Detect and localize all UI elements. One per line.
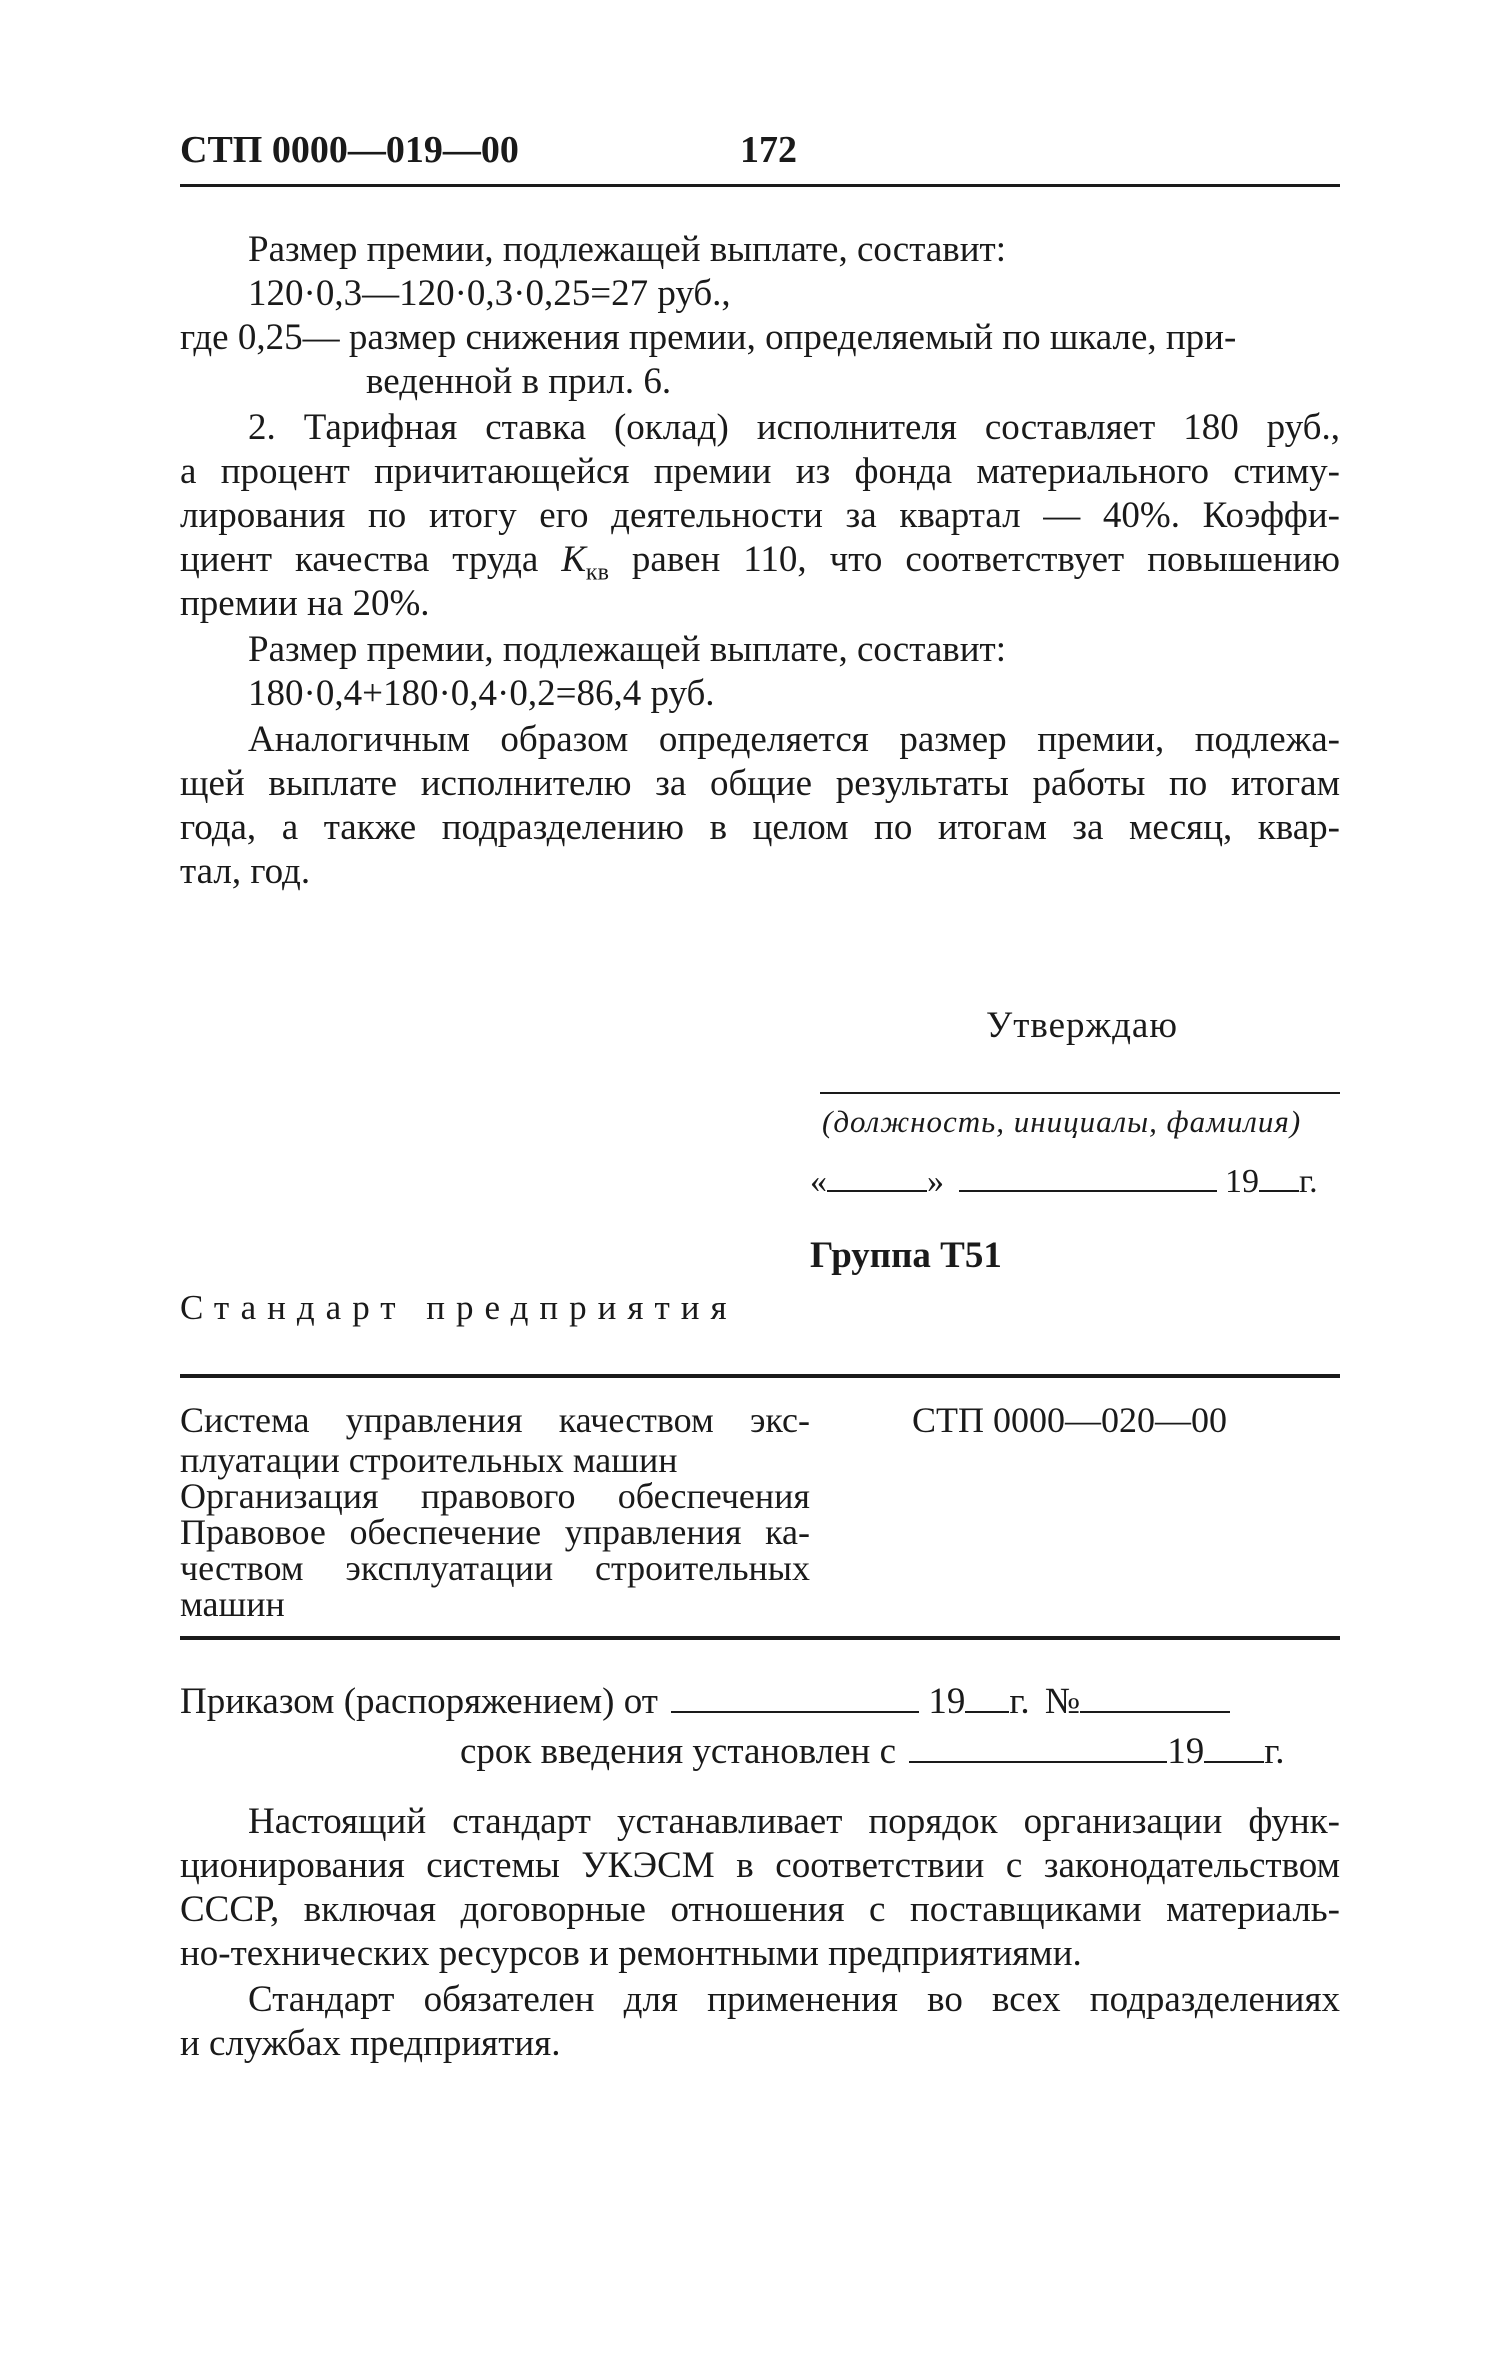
paragraph-line: щей выплате исполнителю за общие результаты работы по итогам	[180, 763, 1340, 804]
year-blank	[1259, 1166, 1299, 1192]
paragraph-line: тал, год.	[180, 851, 311, 892]
quote-close: »	[927, 1163, 944, 1200]
title-line: машин	[180, 1584, 285, 1624]
order-year-suffix: г.	[1009, 1681, 1030, 1722]
effective-label: срок введения установлен с	[460, 1731, 897, 1772]
number-sign: №	[1044, 1681, 1081, 1722]
paragraph-line: веденной в прил. 6.	[366, 361, 672, 402]
effective-year-prefix: 19	[1167, 1731, 1205, 1772]
order-number-blank	[1080, 1687, 1230, 1713]
paragraph-line: СССР, включая договорные отношения с поставщиками материаль-	[180, 1889, 1340, 1930]
title-line: плуатации строительных машин	[180, 1440, 678, 1480]
day-blank	[827, 1166, 927, 1192]
title-block-top-rule	[180, 1374, 1340, 1378]
year-prefix: 19	[1225, 1163, 1259, 1200]
formula-line: 180·0,4+180·0,4·0,2=86,4 руб.	[248, 673, 715, 714]
paragraph-line: Настоящий стандарт устанавливает порядок организации функ-	[248, 1801, 1340, 1842]
paragraph-line: лирования по итогу его деятельности за квартал — 40%. Коэффи-	[180, 495, 1340, 536]
approval-date	[810, 1160, 1318, 1204]
title-line: Организация правового обеспечения	[180, 1476, 810, 1516]
order-year-prefix: 19	[928, 1681, 966, 1722]
quote-open: «	[810, 1163, 827, 1200]
title-line: чеством эксплуатации строительных	[180, 1548, 810, 1588]
effective-date-blank	[909, 1737, 1167, 1763]
paragraph-line: и службах предприятия.	[180, 2023, 561, 2064]
approval-title: Утверждаю	[986, 1005, 1178, 1046]
text-run: циент качества труда	[180, 539, 562, 580]
order-year-blank	[965, 1687, 1009, 1713]
paragraph-line: Аналогичным образом определяется размер премии, подлежа-	[248, 719, 1340, 760]
document-code: СТП 0000—019—00	[180, 129, 519, 171]
paragraph-line: Размер премии, подлежащей выплате, составит:	[248, 629, 1006, 670]
paragraph-line: ционирования системы УКЭСМ в соответствии с законодательством	[180, 1845, 1340, 1886]
coefficient-symbol: К	[561, 539, 586, 580]
title-line: Система управления качеством экс-	[180, 1400, 810, 1440]
paragraph-line: Размер премии, подлежащей выплате, составит:	[248, 229, 1006, 270]
title-block-bottom-rule	[180, 1636, 1340, 1640]
paragraph-line: а процент причитающейся премии из фонда материального стиму-	[180, 451, 1340, 492]
page-number: 172	[740, 129, 797, 171]
order-line	[180, 1680, 1230, 1724]
paragraph-line: Стандарт обязателен для применения во всех подразделениях	[248, 1979, 1340, 2020]
signature-line	[820, 1092, 1340, 1094]
title-line: Правовое обеспечение управления ка-	[180, 1512, 810, 1552]
effective-year-suffix: г.	[1264, 1731, 1285, 1772]
text-run: равен 110, что соответствует повышению	[608, 539, 1341, 580]
paragraph-line: но-технических ресурсов и ремонтными предприятиями.	[180, 1933, 1082, 1974]
order-label: Приказом (распоряжением) от	[180, 1681, 658, 1722]
header-rule	[180, 184, 1340, 187]
effective-year-blank	[1204, 1737, 1264, 1763]
paragraph-line: 2. Тарифная ставка (оклад) исполнителя составляет 180 руб.,	[248, 407, 1340, 448]
signature-caption: (должность, инициалы, фамилия)	[822, 1104, 1302, 1139]
paragraph-line	[180, 316, 1236, 360]
month-blank	[959, 1166, 1217, 1192]
effective-date-line	[460, 1730, 1285, 1774]
year-suffix: г.	[1299, 1163, 1318, 1200]
term-definition: — размер снижения премии, определяемый по шкале, при-	[302, 317, 1237, 358]
standard-label: Стандарт предприятия	[180, 1288, 738, 1327]
formula-line: 120·0,3—120·0,3·0,25=27 руб.,	[248, 273, 731, 314]
term-lead: где 0,25	[180, 317, 303, 358]
standard-code: СТП 0000—020—00	[912, 1400, 1227, 1440]
paragraph-line: премии на 20%.	[180, 583, 430, 624]
paragraph-line: года, а также подразделению в целом по итогам за месяц, квар-	[180, 807, 1340, 848]
group-code: Группа Т51	[810, 1235, 1002, 1276]
order-date-blank	[671, 1687, 919, 1713]
coefficient-subscript: кв	[585, 559, 609, 586]
